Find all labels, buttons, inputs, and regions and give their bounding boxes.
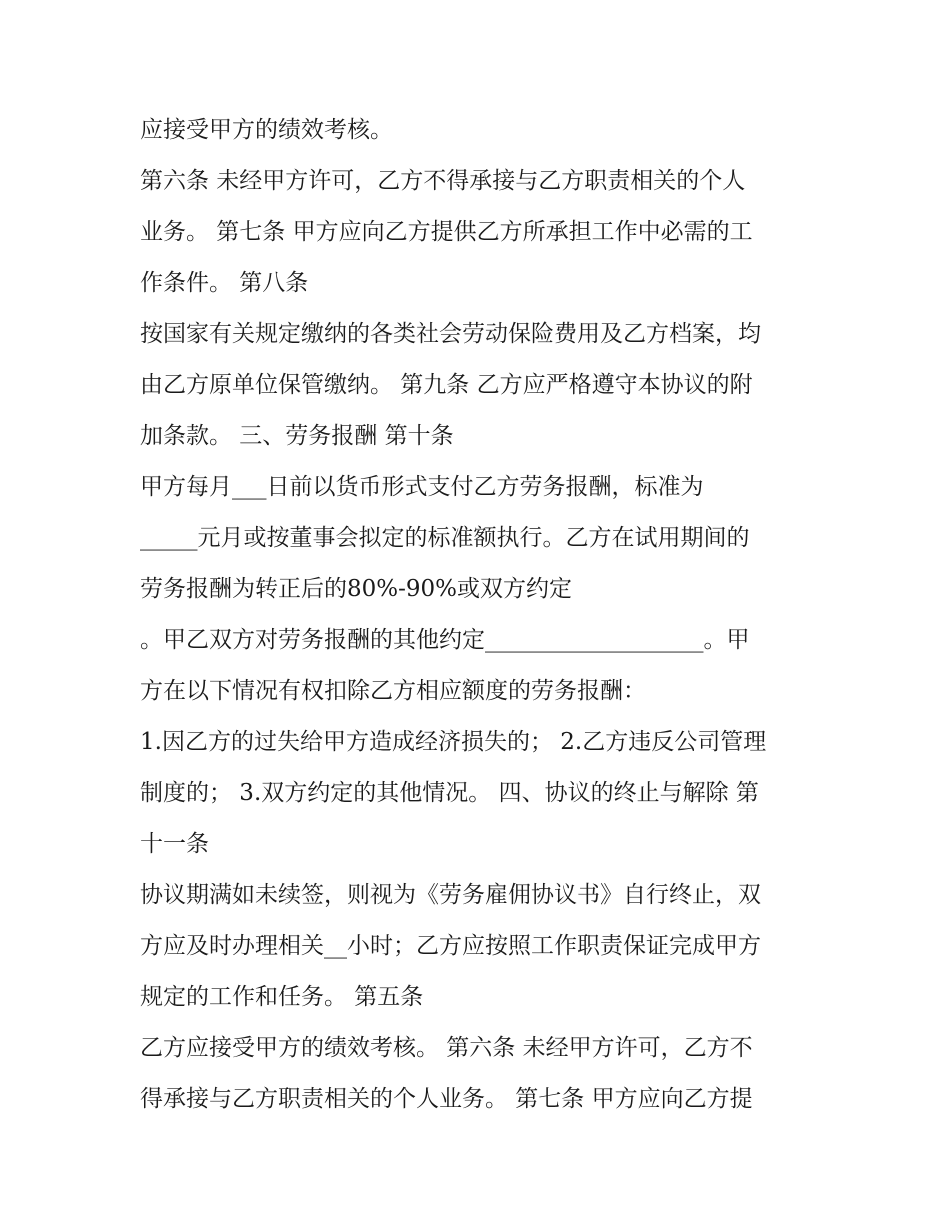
text-line: 作条件。 第八条 [140,270,309,296]
text-line: 十一条 [140,831,209,857]
text-line: 1.因乙方的过失给甲方造成经济损失的； 2.乙方违反公司管理 [140,729,767,755]
text-line: 业务。 第七条 甲方应向乙方提供乙方所承担工作中必需的工 [140,219,753,245]
text-line: 按国家有关规定缴纳的各类社会劳动保险费用及乙方档案，均 [140,321,761,347]
text-line: 由乙方原单位保管缴纳。 第九条 乙方应严格遵守本协议的附 [140,372,753,398]
text-line: 甲方每月___日前以货币形式支付乙方劳务报酬，标准为 [140,474,704,500]
text-line: 第六条 未经甲方许可，乙方不得承接与乙方职责相关的个人 [140,168,746,194]
text-line: _____元月或按董事会拟定的标准额执行。乙方在试用期间的 [140,525,750,551]
text-line: 得承接与乙方职责相关的个人业务。 第七条 甲方应向乙方提 [140,1086,753,1112]
text-line: 乙方应接受甲方的绩效考核。 第六条 未经甲方许可，乙方不 [140,1035,753,1061]
text-line: 。甲乙双方对劳务报酬的其他约定___________________。甲 [140,627,750,653]
text-line: 协议期满如未续签，则视为《劳务雇佣协议书》自行终止，双 [140,882,761,908]
text-line: 劳务报酬为转正后的80%-90%或双方约定 [140,576,573,602]
text-line: 方应及时办理相关__小时；乙方应按照工作职责保证完成甲方 [140,933,761,959]
text-line: 规定的工作和任务。 第五条 [140,984,424,1010]
text-line: 加条款。 三、劳务报酬 第十条 [140,423,454,449]
text-line: 制度的； 3.双方约定的其他情况。 四、协议的终止与解除 第 [140,780,759,806]
text-line: 方在以下情况有权扣除乙方相应额度的劳务报酬： [140,678,646,704]
text-line: 应接受甲方的绩效考核。 [140,117,393,143]
document-body [140,105,820,1125]
